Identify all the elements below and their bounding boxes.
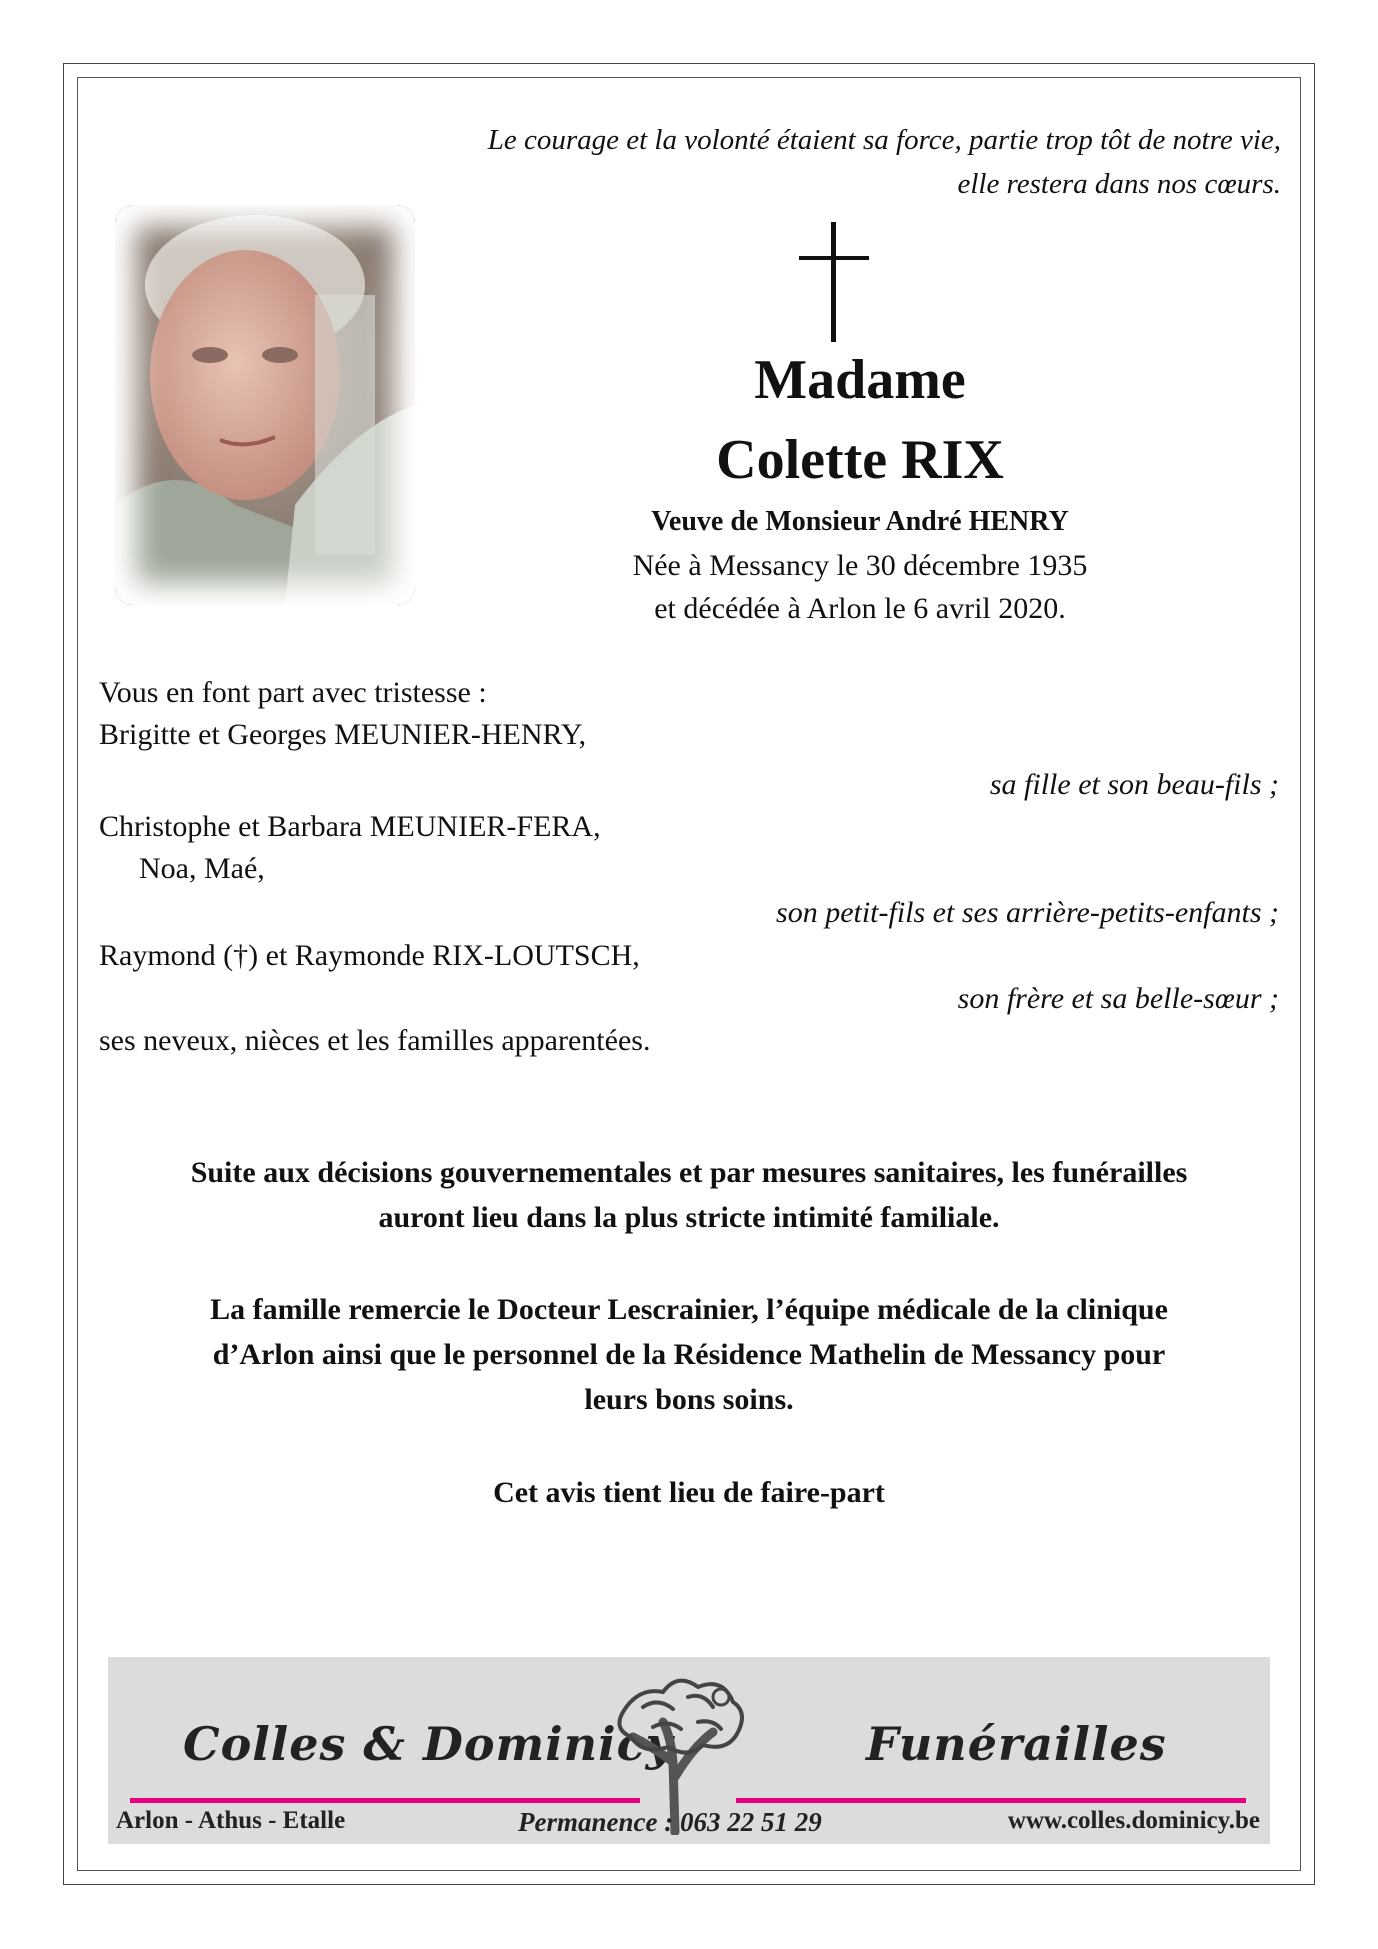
notice-thanks-line-3: leurs bons soins. bbox=[584, 1383, 794, 1416]
epigraph-line-2: elle restera dans nos cœurs. bbox=[957, 168, 1281, 200]
notice-funeral-line-2: auront lieu dans la plus stricte intimité familiale. bbox=[378, 1201, 1000, 1234]
family-relation-1: sa fille et son beau-fils ; bbox=[989, 768, 1279, 801]
cross-icon bbox=[799, 222, 869, 342]
notice-thanks-line-2: d’Arlon ainsi que le personnel de la Résidence Mathelin de Messancy pour bbox=[212, 1338, 1166, 1371]
epigraph bbox=[281, 118, 1281, 206]
photo-vignette bbox=[115, 205, 415, 605]
family-names-2: Christophe et Barbara MEUNIER-FERA, bbox=[99, 810, 601, 843]
notice-funeral-line-1: Suite aux décisions gouvernementales et par mesures sanitaires, les funérailles bbox=[190, 1156, 1188, 1189]
family-names-3: Raymond (†) et Raymonde RIX-LOUTSCH, bbox=[99, 939, 640, 972]
family-sub-2: Noa, Maé, bbox=[139, 852, 265, 885]
deceased-name: Colette RIX bbox=[716, 429, 1004, 491]
funeral-home-tagline: Funérailles bbox=[866, 1717, 1167, 1771]
funeral-home-website[interactable]: www.colles.dominicy.be bbox=[1007, 1807, 1260, 1834]
accent-line-right bbox=[736, 1798, 1246, 1803]
family-names-1: Brigitte et Georges MEUNIER-HENRY, bbox=[99, 718, 587, 751]
family-relation-3: son frère et sa belle-sœur ; bbox=[957, 982, 1279, 1015]
funeral-home-banner bbox=[108, 1657, 1270, 1844]
family-relation-2: son petit-fils et ses arrière-petits-enfants ; bbox=[776, 896, 1279, 929]
birth-info: Née à Messancy le 30 décembre 1935 bbox=[632, 549, 1088, 582]
deceased-title: Madame bbox=[754, 349, 966, 411]
funeral-home-cities: Arlon - Athus - Etalle bbox=[116, 1807, 346, 1834]
notice-thanks bbox=[99, 1287, 1279, 1422]
accent-line-left bbox=[130, 1798, 640, 1803]
portrait-photo bbox=[115, 205, 415, 605]
epigraph-line-1: Le courage et la volonté étaient sa force, partie trop tôt de notre vie, bbox=[487, 124, 1281, 156]
notice-thanks-line-1: La famille remercie le Docteur Lescrainier, l’équipe médicale de la clinique bbox=[210, 1293, 1168, 1326]
notice-faire-part: Cet avis tient lieu de faire-part bbox=[493, 1476, 885, 1509]
funeral-home-name: Colles & Dominicy bbox=[183, 1717, 674, 1771]
funeral-home-phone: Permanence : 063 22 51 29 bbox=[518, 1807, 822, 1837]
death-info: et décédée à Arlon le 6 avril 2020. bbox=[654, 592, 1066, 625]
notice-funeral bbox=[99, 1150, 1279, 1240]
widow-of: Veuve de Monsieur André HENRY bbox=[651, 506, 1069, 537]
family-closing: ses neveux, nièces et les familles apparentées. bbox=[99, 1024, 651, 1057]
family-intro: Vous en font part avec tristesse : bbox=[99, 676, 487, 709]
